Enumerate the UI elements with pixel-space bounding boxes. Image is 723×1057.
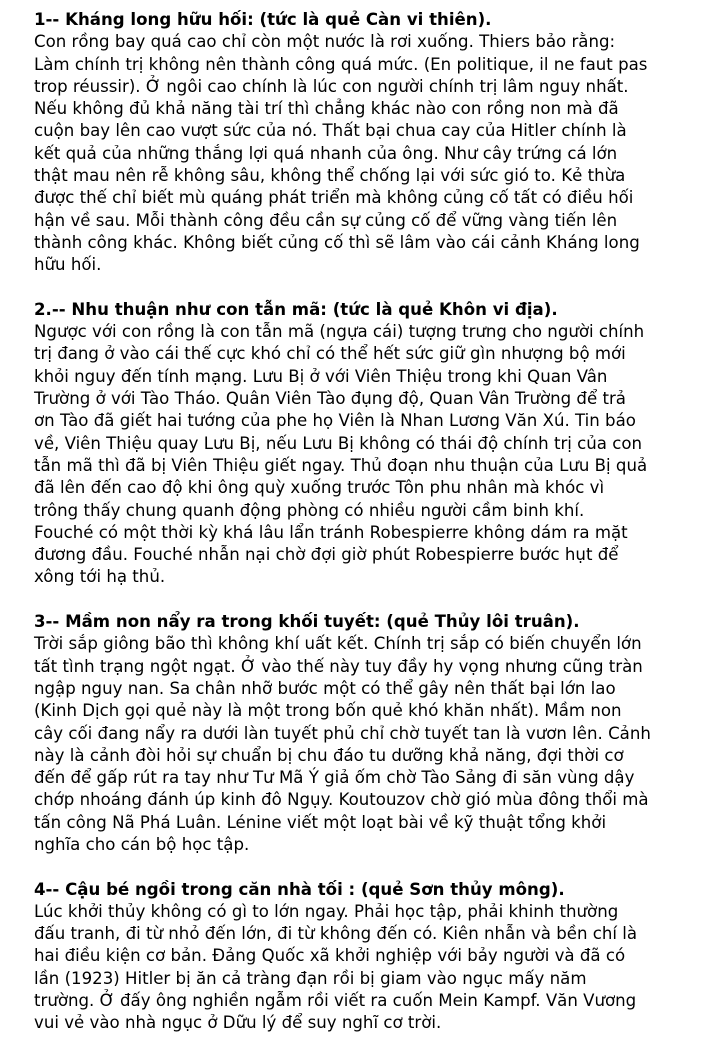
text-line: tất tình trạng ngột ngạt. Ở vào thế này tuy đầy hy vọng nhưng cũng tràn [34, 656, 643, 676]
text-line: ơn Tào đã giết hai tướng của phe họ Viên là Nhan Lương Văn Xú. Tin báo [34, 411, 636, 431]
section-paragraph [34, 321, 714, 589]
section-heading: 1-- Kháng long hữu hối: (tức là quẻ Càn vi thiên). [34, 10, 492, 29]
text-line: đã lên đến cao độ khi ông quỳ xuống trước Tôn phu nhân mà khóc vì [34, 478, 605, 498]
text-line: ngập nguy nan. Sa chân nhỡ bước một có thể gây nên thất bại lớn lao [34, 678, 616, 698]
section-paragraph [34, 901, 714, 1035]
text-line: khỏi nguy đến tính mạng. Lưu Bị ở với Viên Thiệu trong khi Quan Vân [34, 366, 608, 386]
text-line: lần (1923) Hitler bị ăn cả tràng đạn rồi bị giam vào ngục mấy năm [34, 968, 587, 988]
text-line: (Kinh Dịch gọi quẻ này là một trong bốn quẻ khó khăn nhất). Mầm non [34, 701, 622, 721]
text-line: Trường ở với Tào Tháo. Quân Viên Tào đụng độ, Quan Vân Trường để trả [34, 389, 626, 409]
text-line: cây cối đang nẩy ra dưới làn tuyết phủ chỉ chờ tuyết tan là vươn lên. Cảnh [34, 723, 651, 743]
text-line: thành công khác. Không biết củng cố thì sẽ lâm vào cái cảnh Kháng long [34, 232, 640, 252]
text-line: về, Viên Thiệu quay Lưu Bị, nếu Lưu Bị không có thái độ chính trị của con [34, 433, 643, 453]
section-paragraph [34, 633, 714, 856]
section-heading: 4-- Cậu bé ngồi trong căn nhà tối : (quẻ Sơn thủy mông). [34, 879, 565, 899]
text-line: Ngược với con rồng là con tẫn mã (ngựa cái) tượng trưng cho người chính [34, 322, 645, 342]
text-line: đương đầu. Fouché nhẫn nại chờ đợi giờ phút Robespierre bước hụt để [34, 545, 619, 565]
text-line: cuộn bay lên cao vượt sức của nó. Thất bại chua cay của Hitler chính là [34, 121, 627, 141]
section-3 [34, 611, 714, 856]
text-line: kết quả của những thắng lợi quá nhanh của ông. Như cây trứng cá lớn [34, 143, 618, 163]
text-line: trị đang ở vào cái thế cực khó chỉ có thể hết sức giữ gìn nhượng bộ mới [34, 344, 626, 364]
text-line: hai điều kiện cơ bản. Đảng Quốc xã khởi nghiệp với bảy người và đã có [34, 946, 626, 966]
section-1 [34, 9, 714, 277]
text-line: Nếu không đủ khả năng tài trí thì chẳng khác nào con rồng non mà đã [34, 99, 619, 119]
text-line: hữu hối. [34, 255, 102, 275]
text-line: thật mau nên rễ không sâu, không thể chống lại với sức gió to. Kẻ thừa [34, 166, 626, 186]
text-line: đấu tranh, đi từ nhỏ đến lớn, đi từ không đến có. Kiên nhẫn và bền chí là [34, 924, 638, 944]
text-line: Làm chính trị không nên thành công quá mức. (En politique, il ne faut pas [34, 54, 648, 74]
text-line: Fouché có một thời kỳ khá lâu lẩn tránh Robespierre không dám ra mặt [34, 522, 628, 542]
section-heading: 2.-- Nhu thuận như con tẫn mã: (tức là quẻ Khôn vi địa). [34, 299, 558, 319]
text-line: nghĩa cho cán bộ học tập. [34, 834, 250, 854]
section-paragraph [34, 31, 714, 276]
text-line: chớp nhoáng đánh úp kinh đô Ngụy. Koutouzov chờ gió mùa đông thổi mà [34, 790, 649, 810]
text-line: vui vẻ vào nhà ngục ở Dữu lý để suy nghĩ cơ trời. [34, 1013, 442, 1033]
document-page [34, 9, 714, 1057]
text-line: trông thấy chung quanh động phòng có nhiều người cầm binh khí. [34, 500, 585, 520]
text-line: Con rồng bay quá cao chỉ còn một nước là rơi xuống. Thiers bảo rằng: [34, 32, 616, 52]
text-line: hận về sau. Mỗi thành công đều cần sự củng cố để vững vàng tiến lên [34, 210, 618, 230]
section-2 [34, 299, 714, 589]
text-line: đến để gấp rút ra tay như Tư Mã Ý giả ốm chờ Tào Sảng đi săn vùng dậy [34, 768, 635, 788]
section-heading: 3-- Mầm non nẩy ra trong khối tuyết: (quẻ Thủy lôi truân). [34, 612, 580, 632]
text-line: này là cảnh đòi hỏi sự chuẩn bị chu đáo tu dưỡng khả năng, đợi thời cơ [34, 745, 624, 765]
text-line: tấn công Nã Phá Luân. Lénine viết một loạt bài về kỹ thuật tổng khởi [34, 812, 607, 832]
text-line: tẫn mã thì đã bị Viên Thiệu giết ngay. Thủ đoạn nhu thuận của Lưu Bị quả [34, 455, 648, 475]
text-line: được thế chỉ biết mù quáng phát triển mà không củng cố tất có điều hối [34, 188, 634, 208]
section-4 [34, 879, 714, 1035]
text-line: Lúc khởi thủy không có gì to lớn ngay. Phải học tập, phải khinh thường [34, 901, 619, 921]
text-line: trop réussir). Ở ngôi cao chính là lúc con người chính trị lâm nguy nhất. [34, 76, 629, 96]
text-line: Trời sắp giông bão thì không khí uất kết. Chính trị sắp có biến chuyển lớn [34, 634, 642, 654]
text-line: xông tới hạ thủ. [34, 567, 166, 587]
text-line: trường. Ở đấy ông nghiền ngẫm rồi viết ra cuốn Mein Kampf. Văn Vương [34, 991, 637, 1011]
